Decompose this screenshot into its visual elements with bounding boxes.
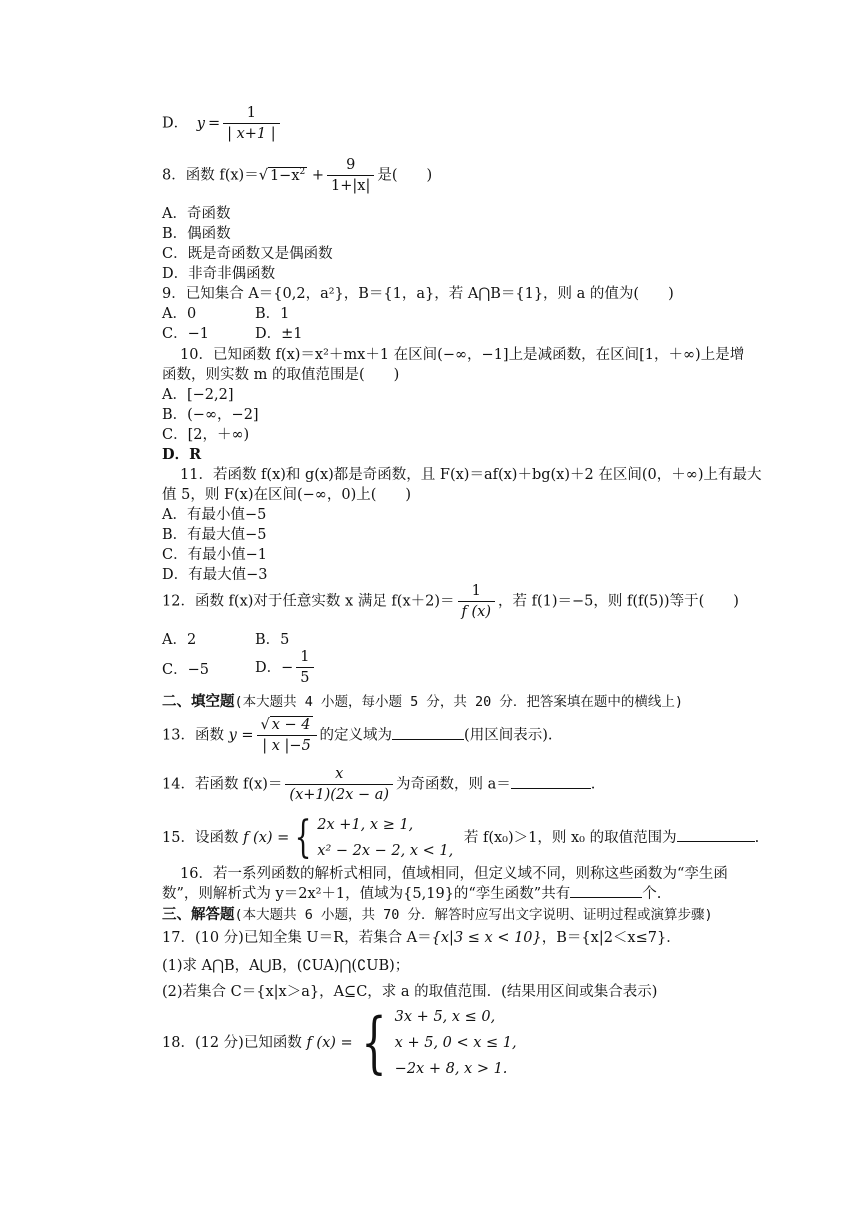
question-11-line2: 值 5，则 F(x)在区间(−∞，0)上( ) <box>162 487 412 503</box>
q12-option-c: C．−5 <box>162 662 209 678</box>
option-label: D． <box>162 115 189 132</box>
question-14: 14．若函数 f(x)＝ $\frac{x}{(x+1)(2x - a)}$ 为奇函数，则 a＝ . <box>162 766 596 803</box>
q10-option-a: A．[−2,2] <box>162 387 234 403</box>
question-17-part1: (1)求 A⋂B，A⋃B，(∁UA)⋂(∁UB)； <box>162 958 410 974</box>
answer-blank[interactable] <box>511 788 591 789</box>
section-3-heading: 三、解答题(本大题共 6 小题，共 70 分．解答时应写出文字说明、证明过程或演算步骤) <box>162 906 713 923</box>
q11-option-b: B．有最大值−5 <box>162 527 267 543</box>
q9-option-a: A．0 <box>162 306 197 322</box>
question-8: 8．函数 f(x)＝√ $1-x^2$ + $\frac{9}{1+|x|}$ 是( ) <box>162 157 433 194</box>
option-7d: D． y = $\frac{1}{| x+1 |}$ <box>162 104 283 143</box>
q9-option-d: D．±1 <box>255 326 303 342</box>
question-15: 15．设函数 f (x) = { 2x +1, x ≥ 1, x² − 2x − 2, x < 1, 若 f(x₀)＞1，则 x₀ 的取值范围为 . <box>162 812 760 863</box>
q11-option-a: A．有最小值−5 <box>162 507 267 523</box>
q8-option-b: B．偶函数 <box>162 226 231 242</box>
brace: { <box>361 1004 387 1081</box>
section-2-heading: 二、填空题(本大题共 4 小题，每小题 5 分，共 20 分．把答案填在题中的横线上) <box>162 693 684 710</box>
question-17-part2: (2)若集合 C＝{x|x＞a}，A⊆C，求 a 的取值范围．(结果用区间或集合表示) <box>162 984 658 1000</box>
answer-blank[interactable] <box>392 739 464 740</box>
question-16-line1: 16．若一系列函数的解析式相同，值域相同，但定义域不同，则称这些函数为“孪生函 <box>180 866 728 882</box>
q10-option-d: D．R <box>162 446 202 463</box>
question-16-line2: 数”，则解析式为 y＝2x²＋1，值域为{5,19}的“孪生函数”共有 个. <box>162 886 662 902</box>
fraction: $\frac{1}{| x+1 |}$ <box>223 104 280 143</box>
question-10-line1: 10．已知函数 f(x)＝x²＋mx＋1 在区间(−∞，−1]上是减函数，在区间[1，＋∞)上是增 <box>180 347 745 363</box>
question-10-line2: 函数，则实数 m 的取值范围是( ) <box>162 367 400 383</box>
brace: { <box>294 812 312 863</box>
question-13: 13．函数 y = $\frac{√ x - 4}{| x |-5}$ 的定义域为 (用区间表示). <box>162 717 553 754</box>
question-9: 9．已知集合 A＝{0,2，a²}，B＝{1，a}，若 A⋂B＝{1}，则 a 的值为( ) <box>162 286 674 302</box>
answer-blank[interactable] <box>677 841 755 842</box>
question-18: 18．(12 分)已知函数 f (x) = { 3x + 5, x ≤ 0, x + 5, 0 < x ≤ 1, −2x + 8, x > 1. <box>162 1004 517 1081</box>
answer-blank[interactable] <box>570 897 642 898</box>
q8-option-c: C．既是奇函数又是偶函数 <box>162 246 333 262</box>
q10-option-c: C．[2，＋∞) <box>162 427 250 443</box>
fraction: $\frac{√ x - 4}{| x |-5}$ <box>257 716 317 755</box>
q8-option-a: A．奇函数 <box>162 206 231 222</box>
fraction: $\frac{x}{(x+1)(2x - a)}$ <box>285 765 393 804</box>
question-17: 17．(10 分)已知全集 U＝R，若集合 A＝{x|3 ≤ x < 10}，B＝{x|2＜x≤7}． <box>162 930 681 946</box>
q9-option-b: B．1 <box>255 306 290 322</box>
fraction: $\frac{1}{5}$ <box>296 648 313 687</box>
q11-option-d: D．有最大值−3 <box>162 567 268 583</box>
q12-option-a: A．2 <box>162 632 197 648</box>
q12-option-d: D．− $\frac{1}{5}$ <box>255 648 317 687</box>
q8-option-d: D．非奇非偶函数 <box>162 266 276 282</box>
formula: y <box>196 115 205 132</box>
piecewise-cases: 2x +1, x ≥ 1, x² − 2x − 2, x < 1, <box>317 817 454 859</box>
q11-option-c: C．有最小值−1 <box>162 547 267 563</box>
fraction: $\frac{9}{1+|x|}$ <box>327 156 374 195</box>
fraction: $\frac{1}{f (x)}$ <box>458 582 495 621</box>
q12-option-b: B．5 <box>255 632 290 648</box>
set-a: {x|3 ≤ x < 10} <box>431 930 542 946</box>
question-11-line1: 11．若函数 f(x)和 g(x)都是奇函数，且 F(x)＝af(x)＋bg(x)＋2 在区间(0，＋∞)上有最大 <box>180 467 762 483</box>
piecewise-cases: 3x + 5, x ≤ 0, x + 5, 0 < x ≤ 1, −2x + 8, x > 1. <box>394 1009 517 1077</box>
question-12: 12．函数 f(x)对于任意实数 x 满足 f(x＋2)＝ $\frac{1}{f (x)}$ ，若 f(1)＝−5，则 f(f(5))等于( ) <box>162 583 739 620</box>
q9-option-c: C．−1 <box>162 326 209 342</box>
sqrt-expression: $1-x^2$ <box>269 166 306 184</box>
q10-option-b: B．(−∞，−2] <box>162 407 259 423</box>
